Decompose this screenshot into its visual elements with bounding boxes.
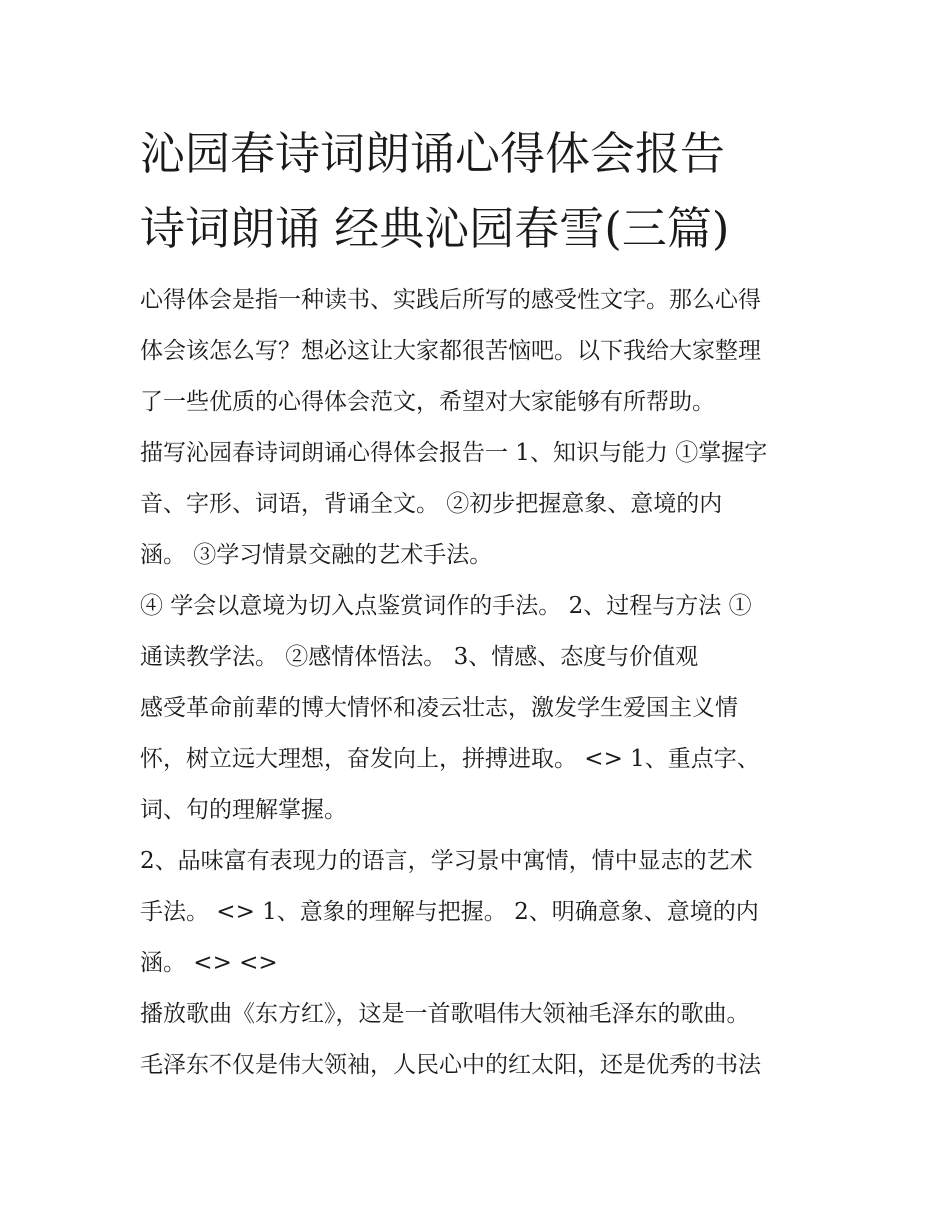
body-line-2: 体会该怎么写？想必这让大家都很苦恼吧。以下我给大家整理 bbox=[140, 338, 761, 364]
body-line-6: 涵。 ③学习情景交融的艺术手法。 bbox=[140, 542, 493, 568]
body-line-1: 心得体会是指一种读书、实践后所写的感受性文字。那么心得 bbox=[140, 287, 761, 313]
body-line-5: 音、字形、词语，背诵全文。 ②初步把握意象、意境的内 bbox=[140, 491, 723, 517]
title-line-1: 沁园春诗词朗诵心得体会报告 bbox=[140, 127, 726, 180]
document-body bbox=[140, 275, 830, 1091]
body-line-3: 了一些优质的心得体会范文，希望对大家能够有所帮助。 bbox=[140, 389, 715, 415]
body-line-16: 毛泽东不仅是伟大领袖，人民心中的红太阳，还是优秀的书法 bbox=[140, 1052, 761, 1078]
body-line-11: 词、句的理解掌握。 bbox=[140, 797, 347, 823]
body-line-4: 描写沁园春诗词朗诵心得体会报告一 1、知识与能力 ①掌握字 bbox=[140, 440, 768, 466]
body-line-8: 通读教学法。 ②感情体悟法。 3、情感、态度与价值观 bbox=[140, 644, 699, 670]
body-line-9: 感受革命前辈的博大情怀和凌云壮志，激发学生爱国主义情 bbox=[140, 695, 738, 721]
body-line-15: 播放歌曲《东方红》，这是一首歌唱伟大领袖毛泽东的歌曲。 bbox=[140, 1001, 750, 1027]
body-line-12: 2、品味富有表现力的语言，学习景中寓情，情中显志的艺术 bbox=[140, 848, 753, 874]
body-line-14: 涵。 <> <> bbox=[140, 950, 278, 976]
body-line-7: ④ 学会以意境为切入点鉴赏词作的手法。 2、过程与方法 ① bbox=[140, 593, 752, 619]
title-line-2: 诗词朗诵 经典沁园春雪(三篇) bbox=[140, 202, 730, 255]
body-line-10: 怀，树立远大理想，奋发向上，拼搏进取。 <> 1、重点字、 bbox=[140, 746, 760, 772]
body-line-13: 手法。 <> 1、意象的理解与把握。 2、明确意象、意境的内 bbox=[140, 899, 759, 925]
document-title bbox=[140, 116, 830, 266]
